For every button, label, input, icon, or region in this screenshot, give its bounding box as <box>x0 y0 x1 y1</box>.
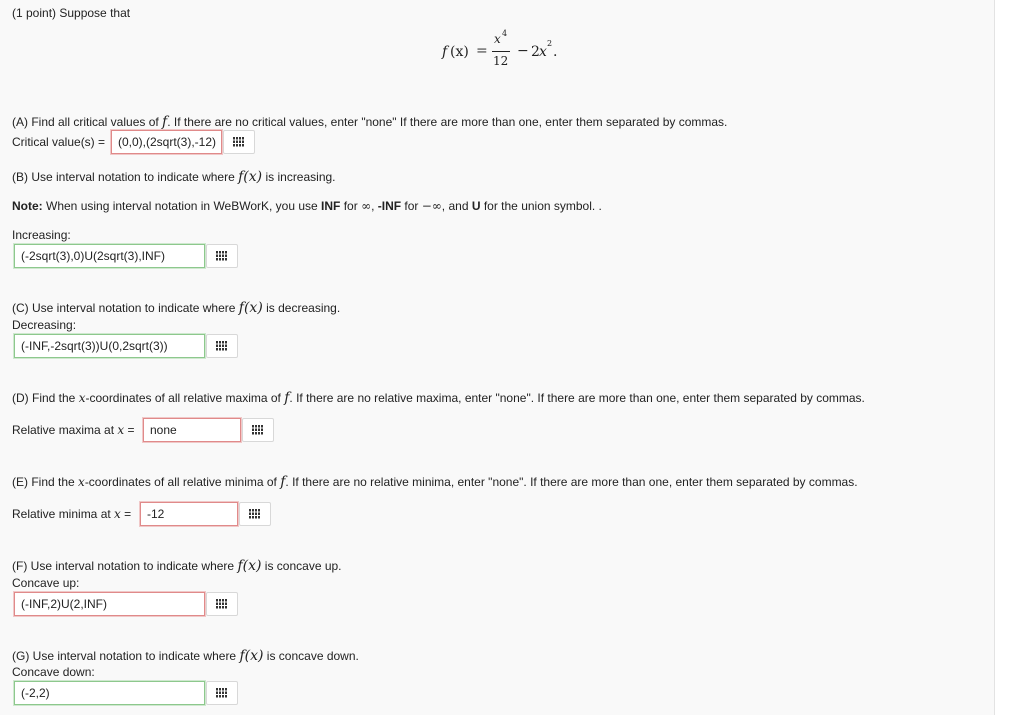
equation-editor-button-f[interactable] <box>206 592 238 616</box>
equation-editor-button-e[interactable] <box>239 502 271 526</box>
part-d-question: (D) Find the x-coordinates of all relative maxima of f. If there are no relative maxima, enter "none". If there are more than one, enter them separated by commas. <box>12 390 865 406</box>
equation-editor-button-c[interactable] <box>206 334 238 358</box>
function-equation <box>442 29 572 72</box>
part-f-label: Concave up: <box>12 576 80 590</box>
equation-editor-button-a[interactable] <box>223 130 255 154</box>
part-a-question: (A) Find all critical values of f. If there are no critical values, enter "none" If there are more than one, enter them separated by commas. <box>12 114 728 130</box>
equation-coef: 2 <box>531 44 540 60</box>
part-g-label: Concave down: <box>12 665 95 679</box>
equation-paren-x: (x) <box>450 44 469 60</box>
part-b-note: Note: When using interval notation in WeBWorK, you use INF for ∞, -INF for −∞, and U for the union symbol. . <box>12 199 602 213</box>
part-f-question: (F) Use interval notation to indicate where f(x) is concave up. <box>12 558 342 574</box>
grid-icon <box>216 341 228 351</box>
equation-editor-button-b[interactable] <box>206 244 238 268</box>
decreasing-input[interactable]: (-INF,-2sqrt(3))U(0,2sqrt(3)) <box>14 334 205 358</box>
problem-header: (1 point) Suppose that <box>12 6 131 20</box>
equation-minus: − <box>517 43 529 59</box>
part-b-question: (B) Use interval notation to indicate where f(x) is increasing. <box>12 169 336 185</box>
grid-icon <box>233 137 245 147</box>
part-e-question: (E) Find the x-coordinates of all relative minima of f. If there are no relative minima, enter "none". If there are more than one, enter them separated by commas. <box>12 474 858 490</box>
equation-var: x <box>539 44 547 60</box>
concave-up-input[interactable]: (-INF,2)U(2,INF) <box>14 592 205 616</box>
grid-icon <box>216 688 228 698</box>
increasing-input[interactable]: (-2sqrt(3),0)U(2sqrt(3),INF) <box>14 244 205 268</box>
grid-icon <box>252 425 264 435</box>
equation-period: . <box>553 44 558 60</box>
part-g-question: (G) Use interval notation to indicate where f(x) is concave down. <box>12 648 359 664</box>
equation-editor-button-d[interactable] <box>242 418 274 442</box>
part-d-label: Relative maxima at x = <box>12 423 135 437</box>
equation-equals: = <box>476 43 488 59</box>
part-c-question: (C) Use interval notation to indicate where f(x) is decreasing. <box>12 300 341 316</box>
relative-minima-input[interactable]: -12 <box>140 502 238 526</box>
equation-numerator-exp: 4 <box>502 29 508 38</box>
equation-numerator-var: x <box>494 32 501 46</box>
relative-maxima-input[interactable]: none <box>143 418 241 442</box>
equation-denominator: 12 <box>493 54 509 68</box>
part-c-label: Decreasing: <box>12 318 77 332</box>
fraction-bar <box>492 51 510 52</box>
equation-exp: 2 <box>547 39 553 48</box>
equation-f: f <box>442 44 448 60</box>
concave-down-input[interactable]: (-2,2) <box>14 681 205 705</box>
part-e-label: Relative minima at x = <box>12 507 132 521</box>
part-a-label: Critical value(s) = <box>12 135 106 149</box>
grid-icon <box>216 251 228 261</box>
grid-icon <box>249 509 261 519</box>
part-b-label: Increasing: <box>12 228 71 242</box>
equation-editor-button-g[interactable] <box>206 681 238 705</box>
grid-icon <box>216 599 228 609</box>
critical-values-input[interactable]: (0,0),(2sqrt(3),-12) <box>111 130 222 154</box>
